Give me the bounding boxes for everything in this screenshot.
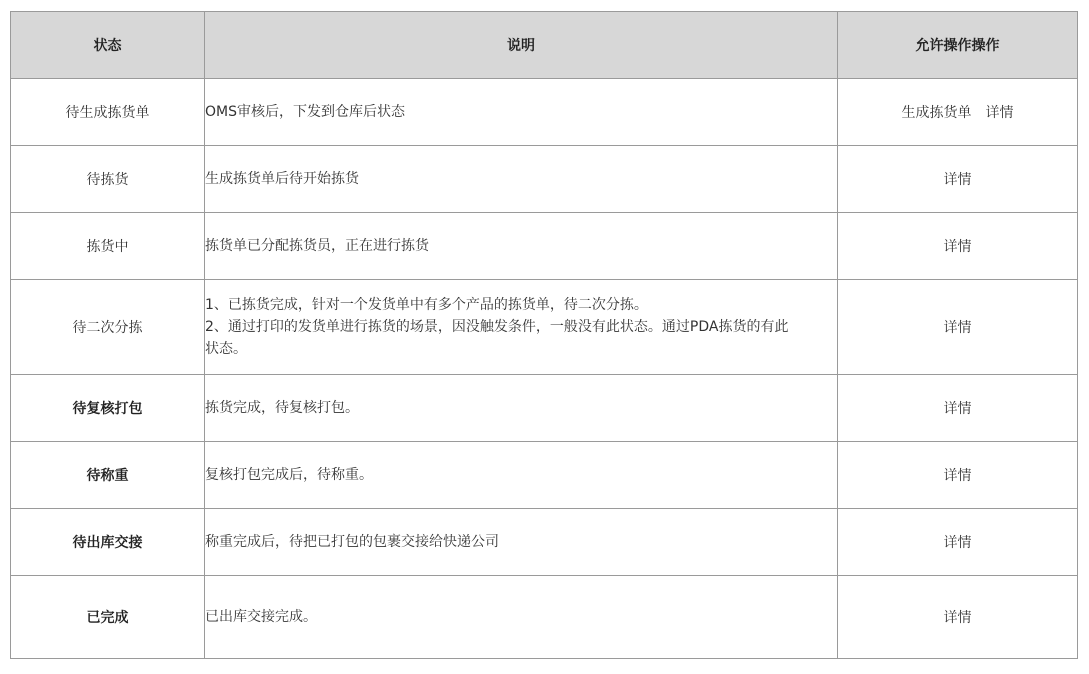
status-cell: 待生成拣货单 xyxy=(11,79,205,146)
table-row xyxy=(11,375,1078,442)
actions-cell xyxy=(838,442,1078,509)
description-cell xyxy=(205,576,838,659)
header-status: 状态 xyxy=(11,12,205,79)
description-line: 1、已拣货完成，针对一个发货单中有多个产品的拣货单，待二次分拣。 xyxy=(205,297,648,313)
description-cell xyxy=(205,213,838,280)
actions-cell xyxy=(838,79,1078,146)
status-cell: 拣货中 xyxy=(11,213,205,280)
description-line: 拣货单已分配拣货员，正在进行拣货 xyxy=(205,238,429,254)
status-cell: 待复核打包 xyxy=(11,375,205,442)
details-link[interactable]: 详情 xyxy=(943,610,972,626)
description-cell xyxy=(205,280,838,375)
details-link[interactable]: 详情 xyxy=(985,105,1014,121)
details-link[interactable]: 详情 xyxy=(943,401,972,417)
details-link[interactable]: 详情 xyxy=(943,535,972,551)
description-line: OMS审核后，下发到仓库后状态 xyxy=(205,104,405,120)
description-cell xyxy=(205,79,838,146)
description-line: 称重完成后，待把已打包的包裹交接给快递公司 xyxy=(205,534,499,550)
actions-cell xyxy=(838,375,1078,442)
actions-cell xyxy=(838,576,1078,659)
table-row xyxy=(11,213,1078,280)
header-description: 说明 xyxy=(205,12,838,79)
header-actions: 允许操作操作 xyxy=(838,12,1078,79)
description-cell xyxy=(205,146,838,213)
table-row xyxy=(11,280,1078,375)
actions-cell xyxy=(838,213,1078,280)
table-body xyxy=(11,79,1078,659)
details-link[interactable]: 详情 xyxy=(943,468,972,484)
description-cell xyxy=(205,509,838,576)
status-table xyxy=(10,11,1078,659)
description-line: 复核打包完成后，待称重。 xyxy=(205,467,373,483)
status-cell: 待二次分拣 xyxy=(11,280,205,375)
table-row xyxy=(11,146,1078,213)
description-cell xyxy=(205,375,838,442)
generate-pick-list-link[interactable]: 生成拣货单 xyxy=(901,105,972,121)
actions-cell xyxy=(838,280,1078,375)
status-cell: 已完成 xyxy=(11,576,205,659)
status-cell: 待称重 xyxy=(11,442,205,509)
description-cell xyxy=(205,442,838,509)
table-header xyxy=(11,12,1078,79)
details-link[interactable]: 详情 xyxy=(943,320,972,336)
description-line: 拣货完成，待复核打包。 xyxy=(205,400,359,416)
table-row xyxy=(11,509,1078,576)
table-row xyxy=(11,442,1078,509)
status-cell: 待出库交接 xyxy=(11,509,205,576)
description-line: 状态。 xyxy=(205,341,247,357)
actions-cell xyxy=(838,509,1078,576)
table-row xyxy=(11,79,1078,146)
details-link[interactable]: 详情 xyxy=(943,172,972,188)
description-line: 2、通过打印的发货单进行拣货的场景，因没触发条件，一般没有此状态。通过PDA拣货的有此 xyxy=(205,319,789,335)
description-line: 生成拣货单后待开始拣货 xyxy=(205,171,359,187)
header-row xyxy=(11,12,1078,79)
actions-cell xyxy=(838,146,1078,213)
table-row xyxy=(11,576,1078,659)
description-line: 已出库交接完成。 xyxy=(205,609,317,625)
details-link[interactable]: 详情 xyxy=(943,239,972,255)
status-cell: 待拣货 xyxy=(11,146,205,213)
